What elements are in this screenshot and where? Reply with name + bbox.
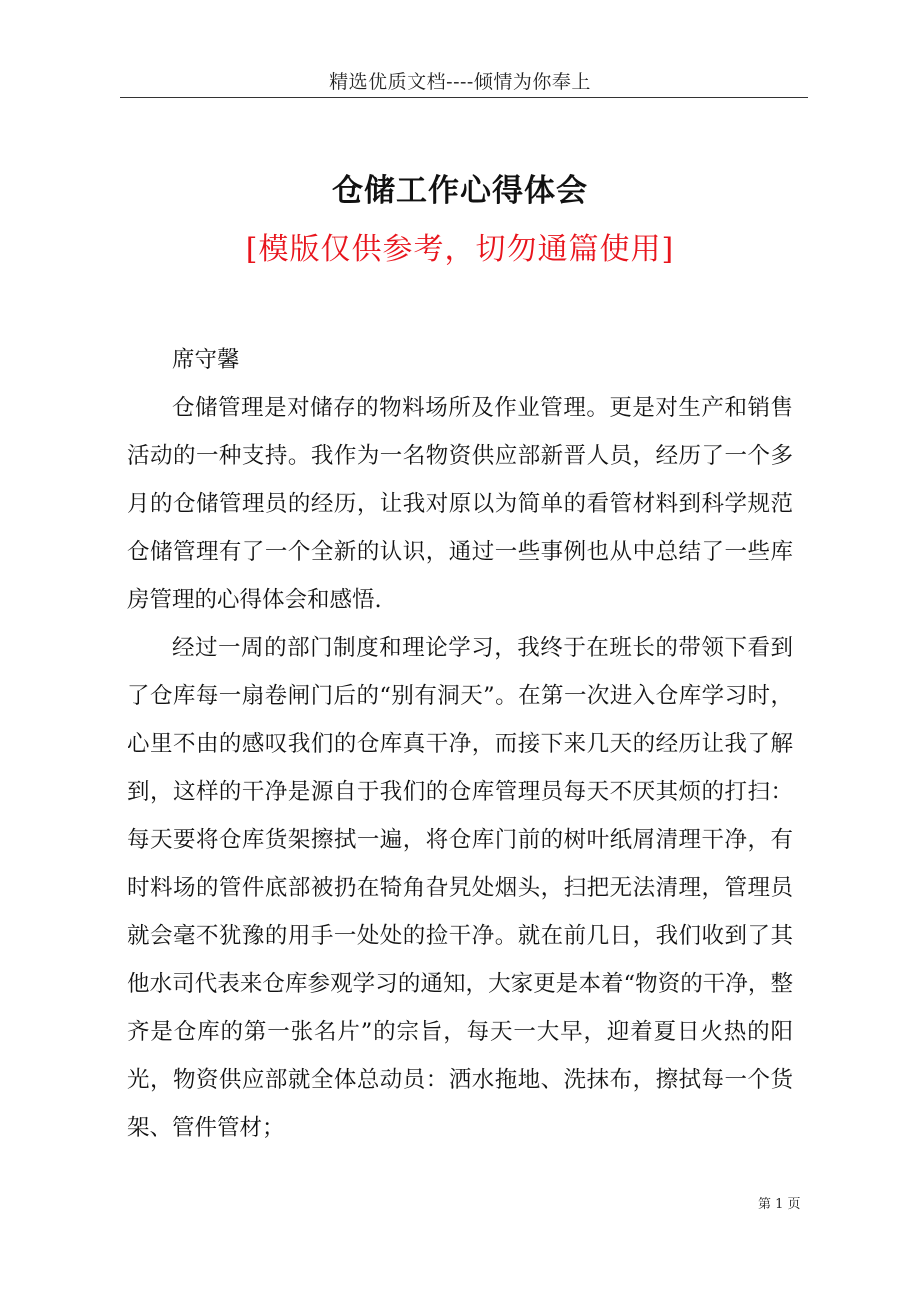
document-subtitle: [模版仅供参考，切勿通篇使用] <box>245 232 675 267</box>
document-title: 仓储工作心得体会 <box>332 173 588 209</box>
paragraph-1: 仓储管理是对储存的物料场所及作业管理。更是对生产和销售活动的一种支持。我作为一名物资供应部新晋人员，经历了一个多月的仓储管理员的经历，让我对原以为简单的看管材料到科学规范仓储管理有了一个全新的认识，通过一些事例也从中总结了一些库房管理的心得体会和感悟. <box>127 395 793 613</box>
page-number: 第 1 页 <box>758 1197 801 1212</box>
document-body <box>127 336 793 1152</box>
header-divider <box>120 97 808 98</box>
paragraph-2: 经过一周的部门制度和理论学习，我终于在班长的带领下看到了仓库每一扇卷闸门后的“别有洞天”。在第一次进入仓库学习时，心里不由的感叹我们的仓库真干净，而接下来几天的经历让我了解到，这样的干净是源自于我们的仓库管理员每天不厌其烦的打扫：每天要将仓库货架擦拭一遍，将仓库门前的树叶纸屑清理干净，有时料场的管件底部被扔在犄角旮旯处烟头，扫把无法清理，管理员就会毫不犹豫的用手一处处的捡干净。就在前几日，我们收到了其他水司代表来仓库参观学习的通知，大家更是本着“物资的干净，整齐是仓库的第一张名片”的宗旨，每天一大早，迎着夏日火热的阳光，物资供应部就全体总动员：洒水拖地、洗抹布，擦拭每一个货架、管件管材； <box>127 635 793 1141</box>
author-line: 席守馨 <box>172 347 240 373</box>
page-header: 精选优质文档----倾情为你奉上 <box>329 71 591 93</box>
